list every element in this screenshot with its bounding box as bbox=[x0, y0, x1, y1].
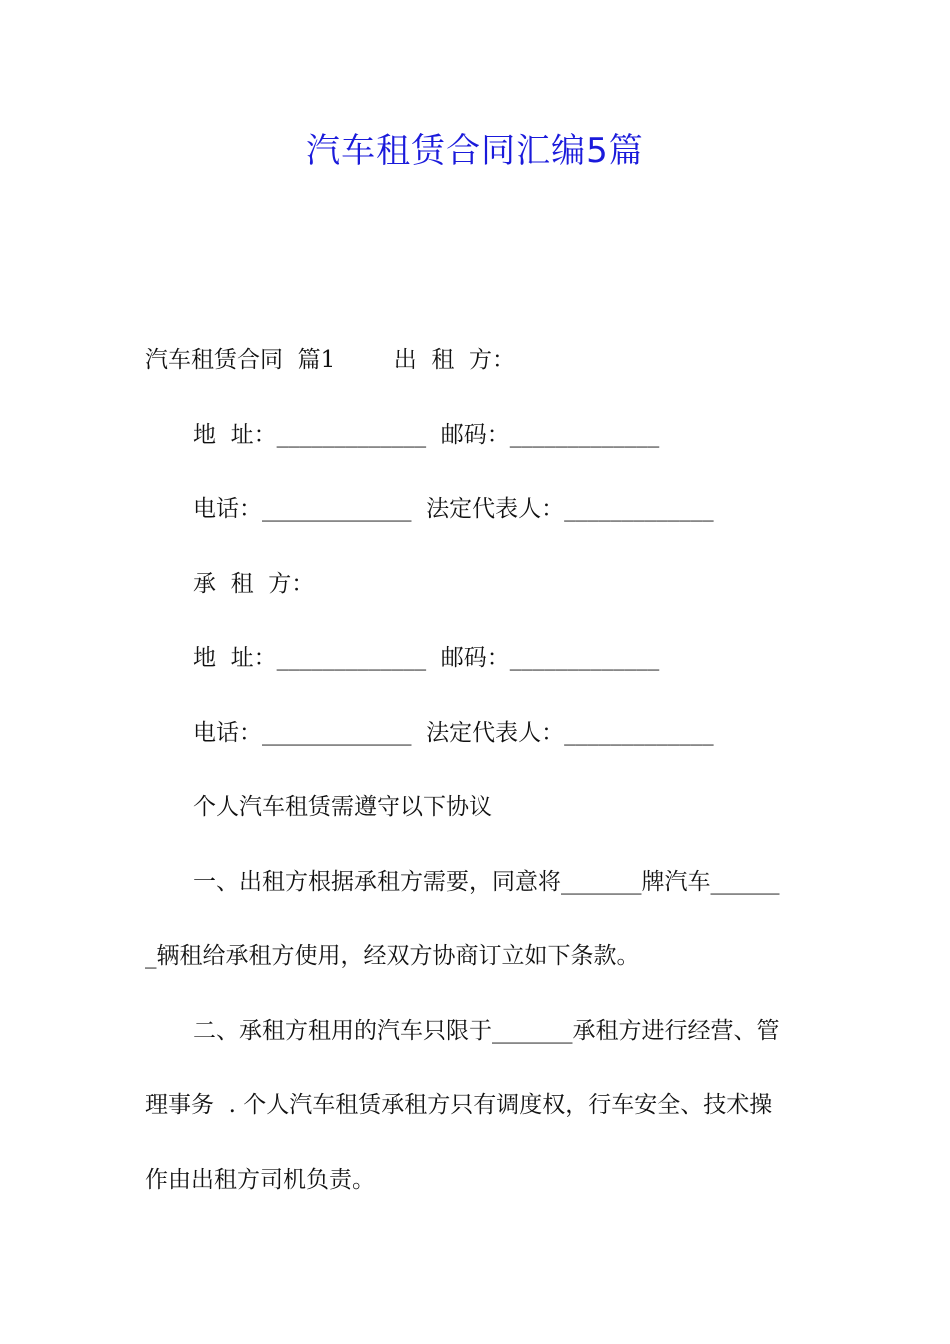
lessor-phone-line: 电话：_____________ 法定代表人：_____________ bbox=[193, 496, 714, 522]
clause-two-line-1: 二、承租方租用的汽车只限于_______承租方进行经营、管 bbox=[193, 1018, 780, 1044]
lessee-address-line: 地 址：_____________ 邮码：_____________ bbox=[193, 645, 660, 671]
clause-two-line-3: 作由出租方司机负责。 bbox=[145, 1167, 375, 1193]
lessee-heading-line: 承 租 方： bbox=[193, 571, 315, 597]
clause-one-line-2: _辆租给承租方使用，经双方协商订立如下条款。 bbox=[145, 943, 640, 969]
contract-heading-line: 汽车租赁合同 篇1 出 租 方： bbox=[145, 347, 515, 373]
agreement-intro-line: 个人汽车租赁需遵守以下协议 bbox=[193, 794, 492, 820]
lessee-phone-line: 电话：_____________ 法定代表人：_____________ bbox=[193, 720, 714, 746]
clause-two-line-2: 理事务 . 个人汽车租赁承租方只有调度权，行车安全、技术操 bbox=[145, 1092, 773, 1118]
document-title: 汽车租赁合同汇编5篇 bbox=[306, 131, 644, 171]
clause-one-line-1: 一、出租方根据承租方需要，同意将_______牌汽车______ bbox=[193, 869, 780, 895]
lessor-address-line: 地 址：_____________ 邮码：_____________ bbox=[193, 422, 660, 448]
